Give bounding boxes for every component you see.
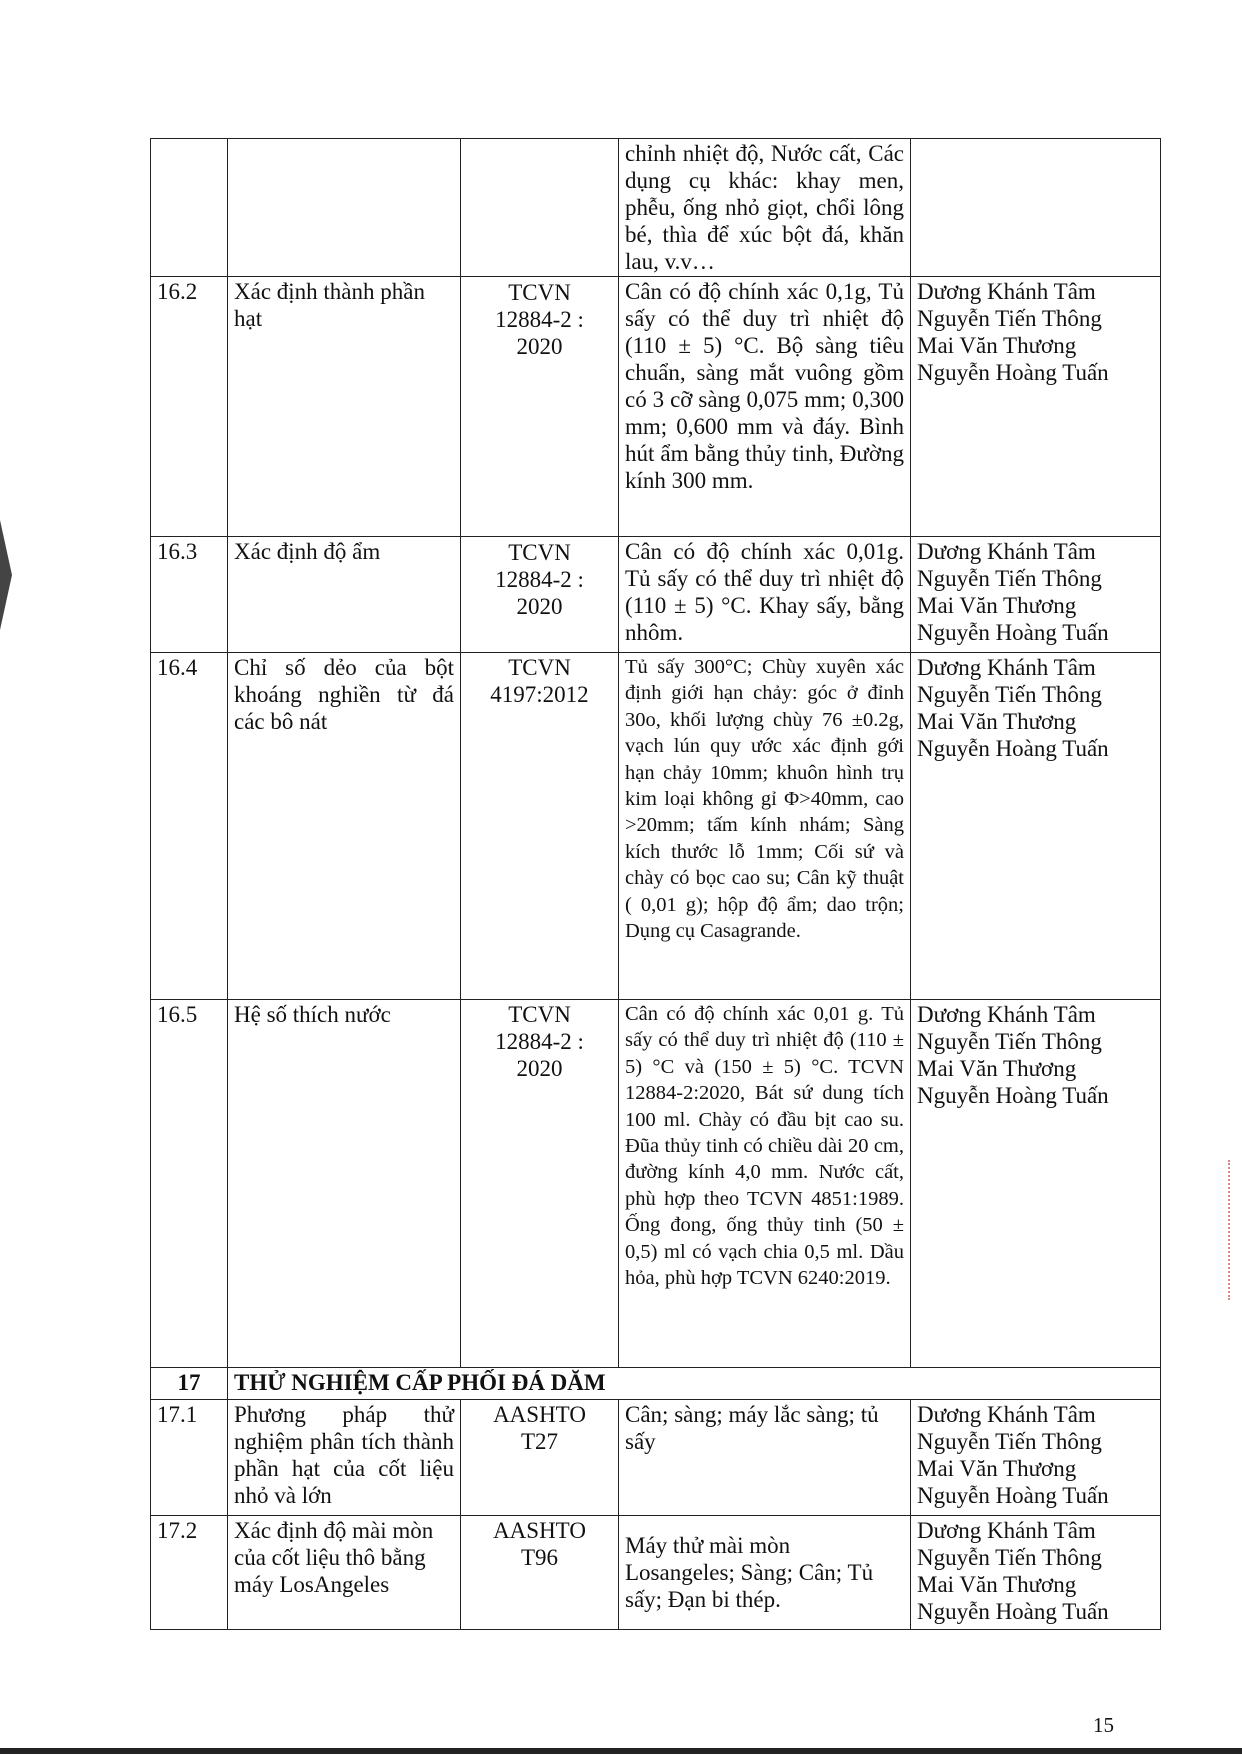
standard-line: TCVN [508,540,571,565]
test-name: Phương pháp thử nghiệm phân tích thành phần hạt của cốt liệu nhỏ và lớn [228,1400,461,1516]
staff-name: Nguyễn Tiến Thông [917,1029,1102,1054]
staff-name: Nguyễn Hoàng Tuấn [917,736,1109,761]
staff-name: Nguyễn Tiến Thông [917,682,1102,707]
staff-name: Nguyễn Tiến Thông [917,1429,1102,1454]
table-row [151,277,1161,537]
test-name: Hệ số thích nước [228,1000,461,1368]
staff-name: Nguyễn Tiến Thông [917,1545,1102,1570]
standard-line: TCVN [508,655,571,680]
staff-name: Mai Văn Thương [917,709,1077,734]
standard-line: T96 [520,1545,559,1570]
staff-name: Nguyễn Tiến Thông [917,566,1102,591]
staff-cell [911,1516,1161,1630]
standard-line: AASHTO [493,1402,586,1427]
staff-name: Nguyễn Hoàng Tuấn [917,1599,1109,1624]
row-number: 16.5 [151,1000,228,1368]
standard-line: AASHTO [493,1518,586,1543]
staff-cell [911,653,1161,1000]
staff-cell [911,537,1161,653]
section-number: 17 [151,1368,228,1400]
section-title: THỬ NGHIỆM CẤP PHỐI ĐÁ DĂM [228,1368,1161,1400]
scan-edge-shadow [0,520,12,630]
table-row [151,1000,1161,1368]
staff-cell [911,1000,1161,1368]
staff-name: Dương Khánh Tâm [917,1002,1096,1027]
standard-line: T27 [520,1429,559,1454]
staff-name: Mai Văn Thương [917,593,1077,618]
staff-name: Mai Văn Thương [917,1456,1077,1481]
table-row [151,1400,1161,1516]
test-methods-table [150,138,1161,1630]
standard-line: 4197:2012 [490,682,589,707]
equipment-cell: chỉnh nhiệt độ, Nước cất, Các dụng cụ khác: khay men, phễu, ống nhỏ giọt, chổi lông bé, thìa để xúc bột đá, khăn lau, v.v… [619,139,911,277]
equipment-cell: Cân có độ chính xác 0,1g, Tủ sấy có thể duy trì nhiệt độ (110 ± 5) °C. Bộ sàng tiêu chuẩn, sàng mắt vuông gồm có 3 cỡ sàng 0,075 mm; 0,300 mm; 0,600 mm và đáy. Bình hút ẩm bằng thủy tinh, Đường kính 300 mm. [619,277,911,537]
table-row [151,1516,1161,1630]
equipment-cell: Cân có độ chính xác 0,01 g. Tủ sấy có thể duy trì nhiệt độ (110 ± 5) °C và (150 ± 5) °C. TCVN 12884-2:2020, Bát sứ dung tích 100 ml. Chày có đầu bịt cao su. Đũa thủy tinh có chiều dài 20 cm, đường kính 4,0 mm. Nước cất, phù hợp theo TCVN 4851:1989. Ống đong, ống thủy tinh (50 ± 0,5) ml có vạch chia 0,5 ml. Dầu hỏa, phù hợp TCVN 6240:2019. [619,1000,911,1368]
standard-cell [461,1000,619,1368]
staff-name: Nguyễn Hoàng Tuấn [917,620,1109,645]
staff-name: Dương Khánh Tâm [917,539,1096,564]
standard-line: 2020 [516,334,563,359]
staff-cell [911,277,1161,537]
standard-cell [461,537,619,653]
test-name: Xác định độ ẩm [228,537,461,653]
test-name [228,139,461,277]
standard-line: TCVN [508,1002,571,1027]
standard-line: 12884-2 : [495,567,584,592]
standard-cell [461,277,619,537]
table-row [151,139,1161,277]
test-name: Chỉ số dẻo của bột khoáng nghiền từ đá các bô nát [228,653,461,1000]
staff-name: Dương Khánh Tâm [917,655,1096,680]
staff-name: Mai Văn Thương [917,333,1077,358]
staff-cell [911,139,1161,277]
staff-name: Dương Khánh Tâm [917,1518,1096,1543]
page-number: 15 [1093,1713,1114,1737]
equipment-cell: Máy thử mài mòn Losangeles; Sàng; Cân; Tủ sấy; Đạn bi thép. [619,1516,911,1630]
row-number: 17.2 [151,1516,228,1630]
stamp-edge-mark [1228,1160,1236,1300]
standard-line: TCVN [508,280,571,305]
staff-name: Nguyễn Hoàng Tuấn [917,1083,1109,1108]
table-row [151,653,1161,1000]
row-number [151,139,228,277]
row-number: 16.2 [151,277,228,537]
scan-bottom-edge [0,1748,1242,1754]
table-row [151,537,1161,653]
staff-cell [911,1400,1161,1516]
equipment-cell: Cân có độ chính xác 0,01g. Tủ sấy có thể duy trì nhiệt độ (110 ± 5) °C. Khay sấy, bằng nhôm. [619,537,911,653]
standard-line: 2020 [516,594,563,619]
staff-name: Mai Văn Thương [917,1056,1077,1081]
row-number: 16.3 [151,537,228,653]
standard-line: 12884-2 : [495,1029,584,1054]
standard-cell [461,653,619,1000]
standard-line: 2020 [516,1056,563,1081]
equipment-cell: Cân; sàng; máy lắc sàng; tủ sấy [619,1400,911,1516]
section-header-row [151,1368,1161,1400]
standard-line: 12884-2 : [495,307,584,332]
staff-name: Mai Văn Thương [917,1572,1077,1597]
row-number: 17.1 [151,1400,228,1516]
equipment-cell: Tủ sấy 300°C; Chùy xuyên xác định giới hạn chảy: góc ở đỉnh 30o, khối lượng chùy 76 ±0.2g, vạch lún quy ước xác định gới hạn chảy 10mm; khuôn hình trụ kim loại không gỉ Φ>40mm, cao >20mm; tấm kính nhám; Sàng kích thước lỗ 1mm; Cối sứ và chày có bọc cao su; Cân kỹ thuật ( 0,01 g); hộp độ ẩm; dao trộn; Dụng cụ Casagrande. [619,653,911,1000]
staff-name: Nguyễn Tiến Thông [917,306,1102,331]
staff-name: Nguyễn Hoàng Tuấn [917,1483,1109,1508]
staff-name: Dương Khánh Tâm [917,1402,1096,1427]
test-name: Xác định độ mài mòn của cốt liệu thô bằng máy LosAngeles [228,1516,461,1630]
standard-cell [461,1400,619,1516]
standard-cell [461,1516,619,1630]
standard-cell [461,139,619,277]
row-number: 16.4 [151,653,228,1000]
staff-name: Dương Khánh Tâm [917,279,1096,304]
staff-name: Nguyễn Hoàng Tuấn [917,360,1109,385]
test-name: Xác định thành phần hạt [228,277,461,537]
